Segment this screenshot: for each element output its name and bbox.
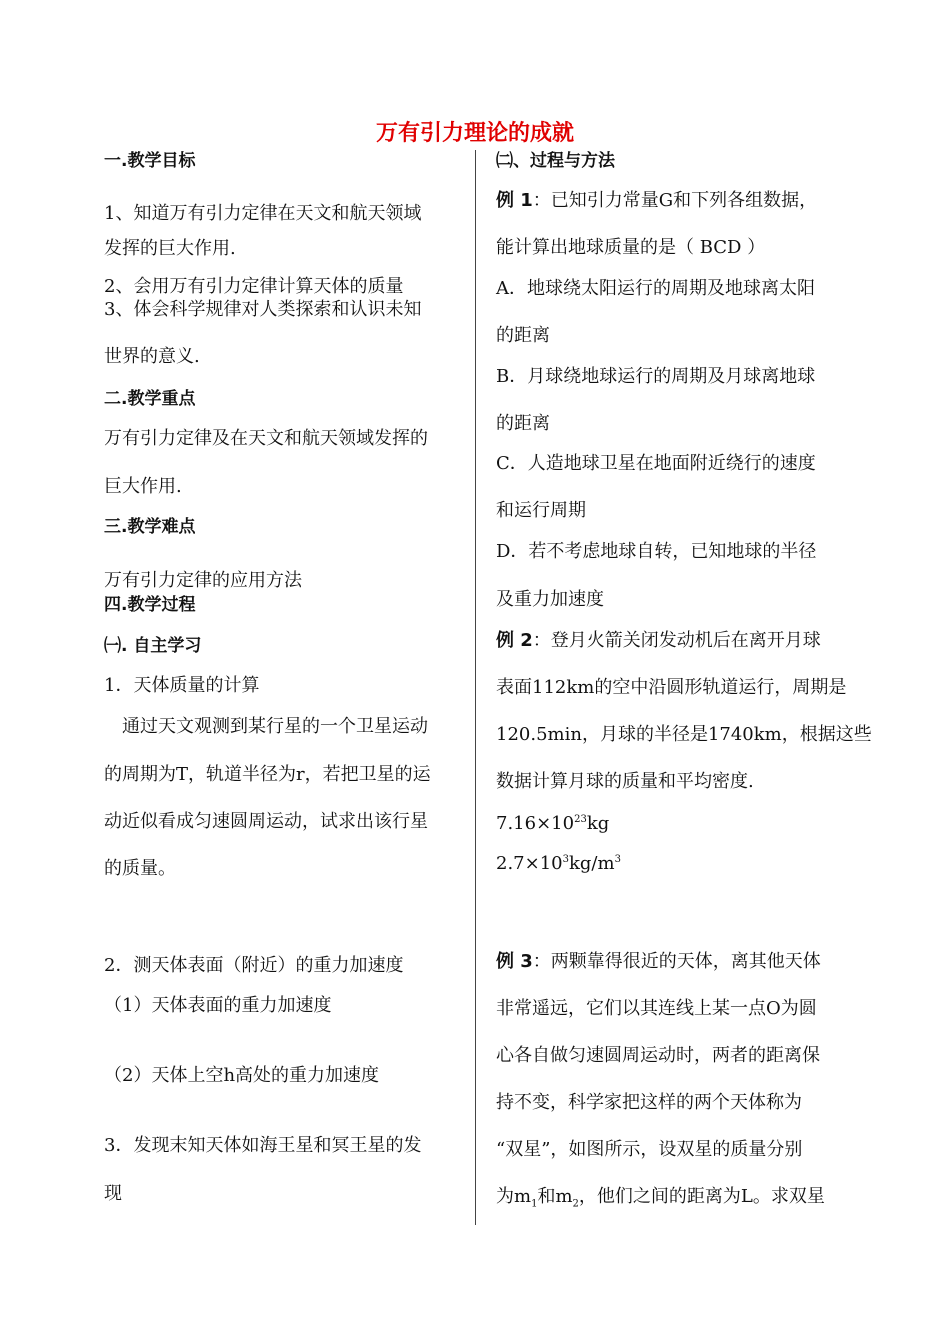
example-3-line	[496, 951, 821, 973]
example-text: ：两颗靠得很近的天体，离其他天体	[532, 951, 821, 972]
section-heading-process: 四.教学过程	[104, 595, 196, 615]
list-item: 1．天体质量的计算	[104, 675, 260, 696]
paragraph-line: 的周期为T，轨道半径为r，若把卫星的运	[104, 764, 431, 785]
page-title: 万有引力理论的成就	[375, 121, 574, 146]
difficulty-line: 万有引力定律的应用方法	[104, 570, 302, 591]
objective-line: 2、会用万有引力定律计算天体的质量	[104, 276, 404, 297]
list-item: 现	[104, 1183, 122, 1204]
example-text: ：登月火箭关闭发动机后在离开月球	[532, 630, 821, 651]
example-label: 例 1	[496, 190, 533, 211]
paragraph-line: 通过天文观测到某行星的一个卫星运动	[122, 716, 428, 737]
key-point-line: 万有引力定律及在天文和航天领域发挥的	[104, 428, 428, 449]
subsection-heading-self-study: ㈠. 自主学习	[104, 636, 202, 656]
example-3-line: 为$m_1$和$m_2$，他们之间的距离为L。求双星	[496, 1186, 825, 1210]
option-b-line: 的距离	[496, 413, 550, 434]
example-label: 例 2	[496, 630, 533, 651]
answer-density: $2.7\times 10^3kg/m^3$	[496, 853, 621, 874]
paragraph-line: 的质量。	[104, 858, 176, 879]
example-2-line: 表面112km的空中沿圆形轨道运行，周期是	[496, 677, 847, 698]
example-2-line: 120.5min，月球的半径是1740km，根据这些	[496, 724, 872, 745]
column-divider	[475, 150, 476, 1225]
option-a-line: 的距离	[496, 325, 550, 346]
section-heading-objectives: 一.教学目标	[104, 151, 196, 171]
example-label: 例 3	[496, 951, 533, 972]
example-2-line: 数据计算月球的质量和平均密度.	[496, 771, 754, 792]
option-c-line: C．人造地球卫星在地面附近绕行的速度	[496, 453, 816, 474]
subsection-heading-process-method: ㈡、过程与方法	[496, 151, 615, 171]
objective-line: 3、体会科学规律对人类探索和认识未知	[104, 299, 422, 320]
list-item: （1）天体表面的重力加速度	[104, 995, 332, 1016]
option-b-line: B．月球绕地球运行的周期及月球离地球	[496, 366, 816, 387]
example-3-line: 持不变，科学家把这样的两个天体称为	[496, 1092, 802, 1113]
option-d-line: 及重力加速度	[496, 589, 604, 610]
example-text: ：已知引力常量G和下列各组数据，	[532, 190, 818, 211]
option-d-line: D．若不考虑地球自转，已知地球的半径	[496, 541, 817, 562]
objective-line: 发挥的巨大作用.	[104, 238, 236, 259]
example-3-line: 非常遥远，它们以其连线上某一点O为圆	[496, 998, 817, 1019]
section-heading-key-points: 二.教学重点	[104, 389, 196, 409]
section-heading-difficulties: 三.教学难点	[104, 517, 196, 537]
example-2-line	[496, 630, 821, 652]
example-1-line: 能计算出地球质量的是（ BCD ）	[496, 237, 766, 258]
example-3-line: “双星”，如图所示，设双星的质量分别	[496, 1139, 803, 1160]
objective-line: 世界的意义.	[104, 346, 200, 367]
example-1-line	[496, 190, 817, 212]
list-item: 3．发现末知天体如海王星和冥王星的发	[104, 1135, 422, 1156]
list-item: 2．测天体表面（附近）的重力加速度	[104, 955, 404, 976]
objective-line: 1、知道万有引力定律在天文和航天领域	[104, 203, 422, 224]
example-3-line: 心各自做匀速圆周运动时，两者的距离保	[496, 1045, 820, 1066]
option-a-line: A．地球绕太阳运行的周期及地球离太阳	[496, 278, 815, 299]
list-item: （2）天体上空h高处的重力加速度	[104, 1065, 380, 1086]
paragraph-line: 动近似看成匀速圆周运动，试求出该行星	[104, 811, 428, 832]
answer-mass: $7.16\times 10^{23}kg$	[496, 813, 610, 834]
option-c-line: 和运行周期	[496, 500, 586, 521]
key-point-line: 巨大作用.	[104, 476, 182, 497]
